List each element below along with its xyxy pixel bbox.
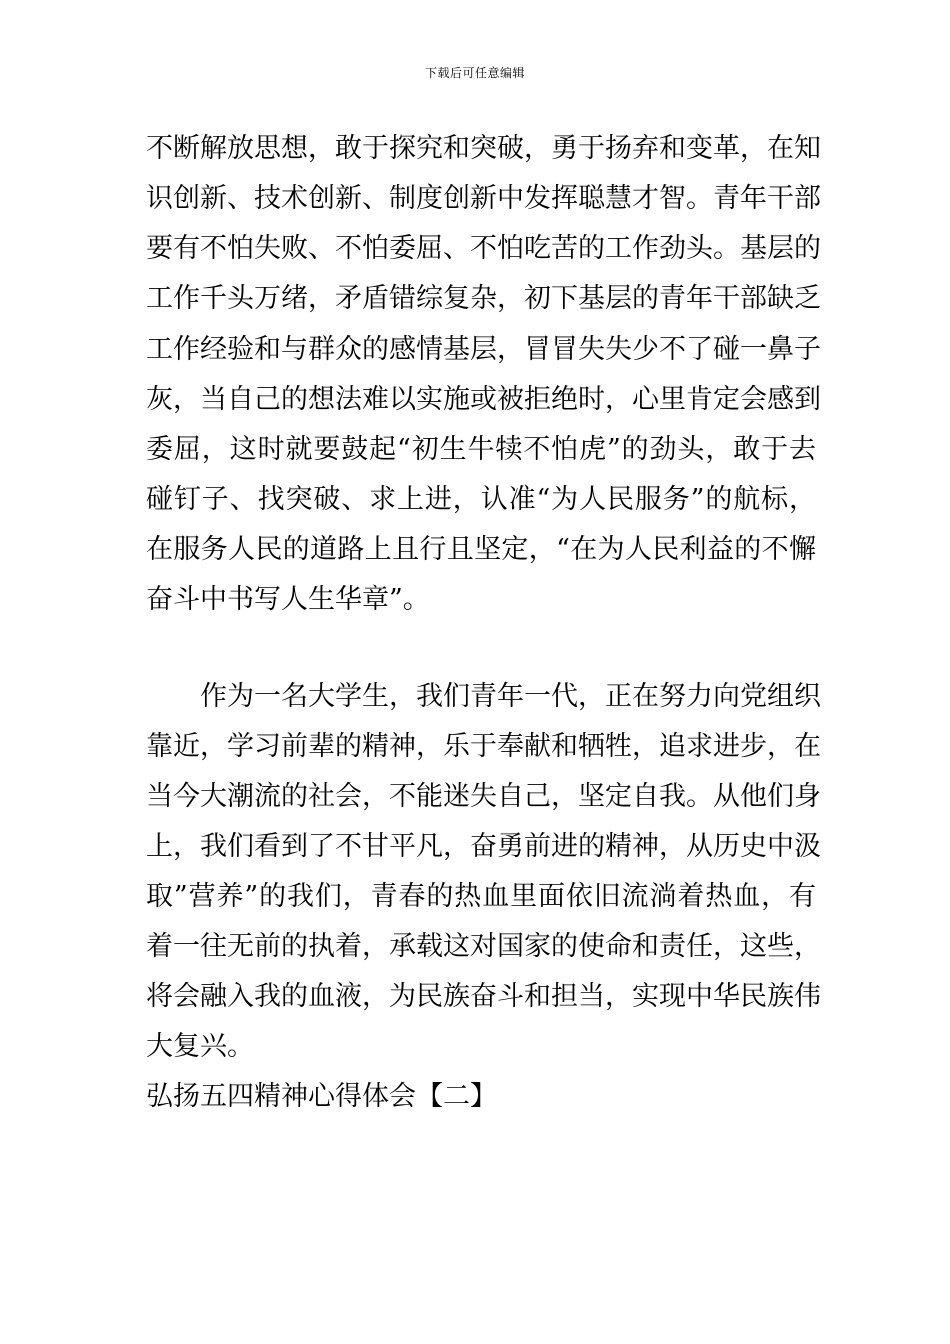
paragraph-line: 灰，当自己的想法难以实施或被拒绝时，心里肯定会感到 — [146, 384, 821, 415]
paragraph-line: 要有不怕失败、不怕委屈、不怕吃苦的工作劲头。基层的 — [146, 233, 821, 264]
paragraph-line: 靠近，学习前辈的精神，乐于奉献和牺牲，追求进步，在 — [146, 731, 821, 762]
paragraph-line: 将会融入我的血液，为民族奋斗和担当，实现中华民族伟 — [146, 981, 821, 1012]
paragraph-line: 识创新、技术创新、制度创新中发挥聪慧才智。青年干部 — [146, 183, 821, 214]
paragraph-line: 委屈，这时就要鼓起“初生牛犊不怕虎”的劲头，敢于去 — [146, 434, 816, 465]
paragraph-line: 在服务人民的道路上且行且坚定，“在为人民利益的不懈 — [146, 534, 816, 565]
paragraph-line: 当今大潮流的社会，不能迷失自己，坚定自我。从他们身 — [146, 781, 821, 812]
paragraph-line: 作为一名大学生，我们青年一代，正在努力向党组织 — [200, 681, 821, 712]
paragraph-line: 不断解放思想，敢于探究和突破，勇于扬弃和变革，在知 — [146, 133, 821, 164]
paragraph-line: 大复兴。 — [146, 1031, 254, 1062]
paragraph-line: 碰钉子、找突破、求上进，认准“为人民服务”的航标， — [146, 484, 816, 515]
paragraph-line: 取”营养”的我们，青春的热血里面依旧流淌着热血，有 — [146, 881, 816, 912]
paragraph-line: 上，我们看到了不甘平凡，奋勇前进的精神，从历史中汲 — [146, 831, 821, 862]
section-heading: 弘扬五四精神心得体会【二】 — [146, 1081, 497, 1112]
paragraph-line: 工作千头万绪，矛盾错综复杂，初下基层的青年干部缺乏 — [146, 283, 821, 314]
paragraph-line: 奋斗中书写人生华章”。 — [146, 584, 430, 615]
page-header-note: 下载后可任意编辑 — [424, 66, 525, 80]
paragraph-line: 工作经验和与群众的感情基层，冒冒失失少不了碰一鼻子 — [146, 334, 821, 365]
paragraph-line: 着一往无前的执着，承载这对国家的使命和责任，这些， — [146, 931, 821, 962]
